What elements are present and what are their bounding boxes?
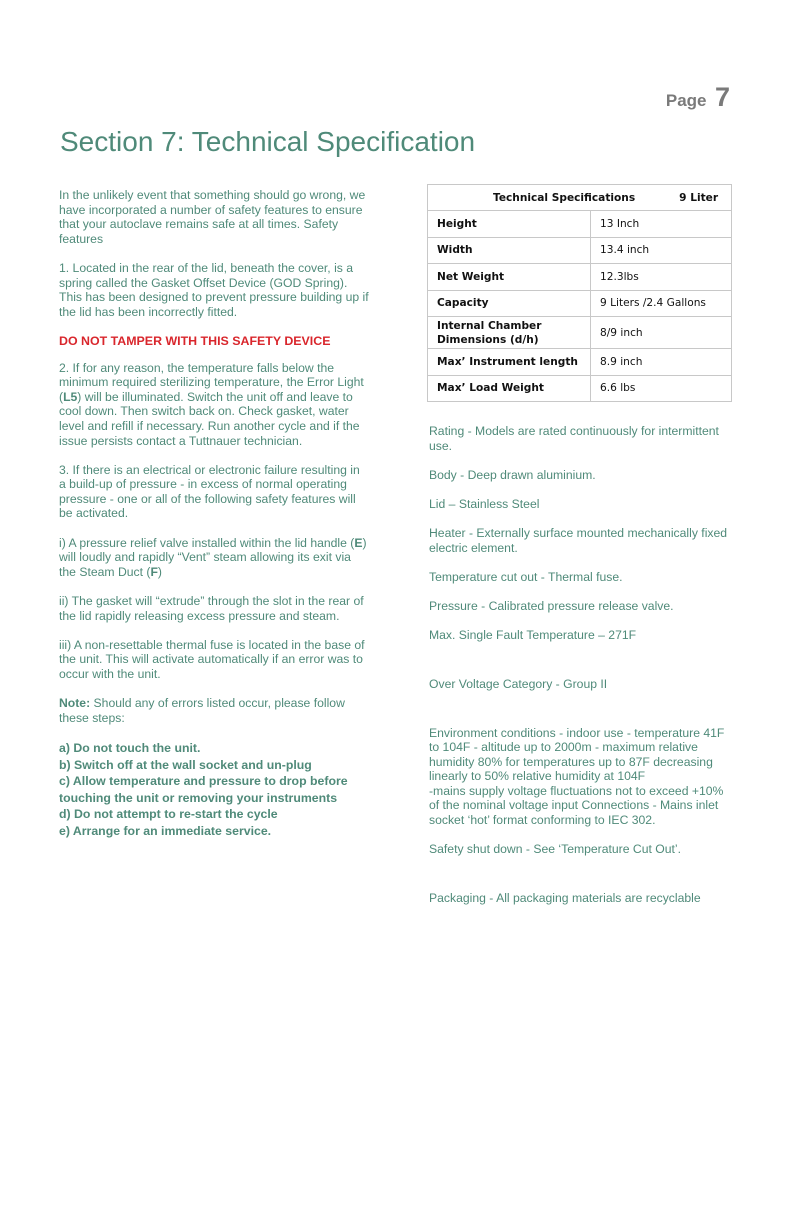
relief-valve-paragraph bbox=[59, 536, 369, 580]
page-number bbox=[666, 82, 730, 113]
packaging-text: Packaging - All packaging materials are recyclable bbox=[429, 890, 701, 905]
spec-table-caption: Technical Specifications bbox=[493, 191, 636, 204]
note-label: Note: bbox=[59, 696, 91, 711]
spec-value: 13 Inch bbox=[591, 211, 732, 238]
environment-text: Environment conditions - indoor use - temperature 41F to 104F - altitude up to 2000m - maximum relative humidity 80% for temperatures up to 87F decreasing linearly to 50% relative humidity at 104F bbox=[429, 725, 725, 784]
safety-column bbox=[59, 188, 369, 840]
step-item: b) Switch off at the wall socket and un-plug bbox=[59, 757, 312, 772]
error-light-text-a: 2. If for any reason, the temperature falls below the minimum required sterilizing temperature, the Error Light ( bbox=[59, 360, 364, 404]
step-item: c) Allow temperature and pressure to drop before bbox=[59, 774, 348, 789]
table-row bbox=[428, 264, 732, 291]
step-item: a) Do not touch the unit. bbox=[59, 740, 201, 755]
spec-label: Height bbox=[428, 211, 591, 238]
step-item: touching the unit or removing your instruments bbox=[59, 790, 338, 805]
spec-value: 13.4 inch bbox=[591, 237, 732, 264]
spec-label: Max’ Instrument length bbox=[428, 349, 591, 376]
spec-value: 12.3lbs bbox=[591, 264, 732, 291]
error-light-paragraph bbox=[59, 361, 369, 449]
error-light-text-b: ) will be illuminated. Switch the unit off and leave to cool down. Then switch back on. Check gasket, water level and refill if necessary. Run another cycle and if the issue persists contact a Tuttnauer technician. bbox=[59, 389, 360, 448]
body-text: Body - Deep drawn aluminium. bbox=[429, 467, 596, 482]
table-row bbox=[428, 317, 732, 349]
rating-text: Rating - Models are rated continuously for intermittent use. bbox=[429, 424, 719, 453]
lid-handle-code: E bbox=[354, 535, 363, 550]
error-light-code: L5 bbox=[63, 389, 78, 404]
steam-duct-code: F bbox=[150, 564, 158, 579]
spec-label: Capacity bbox=[428, 290, 591, 317]
thermal-fuse-paragraph: iii) A non-resettable thermal fuse is located in the base of the unit. This will activate automatically if an error was to occur with the unit. bbox=[59, 637, 365, 681]
spec-table-header bbox=[428, 185, 732, 211]
max-fault-temperature-text: Max. Single Fault Temperature – 271F bbox=[429, 628, 637, 643]
note-paragraph bbox=[59, 696, 369, 725]
gasket-extrude-paragraph: ii) The gasket will “extrude” through the slot in the rear of the lid rapidly releasing excess pressure and steam. bbox=[59, 594, 364, 623]
electrical-failure-paragraph: 3. If there is an electrical or electronic failure resulting in a build-up of pressure - in excess of normal operating pressure - one or all of the following safety features will be activated. bbox=[59, 462, 360, 521]
page-number-value: 7 bbox=[714, 82, 730, 112]
table-row bbox=[428, 349, 732, 376]
spec-table-header-cell bbox=[428, 185, 732, 211]
page-title: Section 7: Technical Specification bbox=[60, 126, 476, 157]
steps-list bbox=[59, 740, 369, 840]
relief-valve-text-c: ) bbox=[157, 564, 162, 579]
pressure-text: Pressure - Calibrated pressure release valve. bbox=[429, 599, 674, 614]
relief-valve-text-a: i) A pressure relief valve installed within the lid handle ( bbox=[59, 535, 355, 550]
spec-label: Internal Chamber Dimensions (d/h) bbox=[428, 317, 591, 349]
spec-value: 9 Liters /2.4 Gallons bbox=[591, 290, 732, 317]
over-voltage-text: Over Voltage Category - Group II bbox=[429, 676, 608, 691]
spec-label: Width bbox=[428, 237, 591, 264]
table-row bbox=[428, 290, 732, 317]
relief-valve-text-b: ) will loudly and rapidly “Vent” steam allowing its exit via the Steam Duct ( bbox=[59, 535, 367, 579]
heater-text: Heater - Externally surface mounted mechanically fixed electric element. bbox=[429, 526, 728, 555]
table-row bbox=[428, 211, 732, 238]
spec-label: Max’ Load Weight bbox=[428, 375, 591, 402]
table-row bbox=[428, 237, 732, 264]
spec-label: Net Weight bbox=[428, 264, 591, 291]
mains-supply-text: -mains supply voltage fluctuations not to exceed +10% of the nominal voltage input Connections - Mains inlet socket ‘hot’ format conforming to IEC 302. bbox=[429, 783, 724, 828]
table-row bbox=[428, 375, 732, 402]
spec-table-model: 9 Liter bbox=[679, 191, 719, 204]
tamper-warning: DO NOT TAMPER WITH THIS SAFETY DEVICE bbox=[59, 333, 331, 348]
page-label: Page bbox=[665, 91, 707, 110]
spec-value: 8.9 inch bbox=[591, 349, 732, 376]
intro-paragraph: In the unlikely event that something should go wrong, we have incorporated a number of safety features to ensure that your autoclave remains safe at all times. Safety features bbox=[59, 188, 366, 246]
spec-value: 6.6 lbs bbox=[591, 375, 732, 402]
specs-column bbox=[429, 424, 735, 905]
spec-table bbox=[427, 184, 732, 402]
lid-text: Lid – Stainless Steel bbox=[429, 496, 540, 511]
step-item: d) Do not attempt to re-start the cycle bbox=[59, 807, 278, 822]
note-text: Should any of errors listed occur, please follow these steps: bbox=[59, 696, 345, 725]
gasket-offset-paragraph: 1. Located in the rear of the lid, beneath the cover, is a spring called the Gasket Offset Device (GOD Spring). This has been designed to prevent pressure building up if the lid has been incorrectly fitted. bbox=[59, 260, 369, 319]
step-item: e) Arrange for an immediate service. bbox=[59, 823, 272, 838]
temperature-cutout-text: Temperature cut out - Thermal fuse. bbox=[429, 569, 623, 584]
safety-shutdown-text: Safety shut down - See ‘Temperature Cut Out’. bbox=[429, 842, 681, 857]
spec-value: 8/9 inch bbox=[591, 317, 732, 349]
